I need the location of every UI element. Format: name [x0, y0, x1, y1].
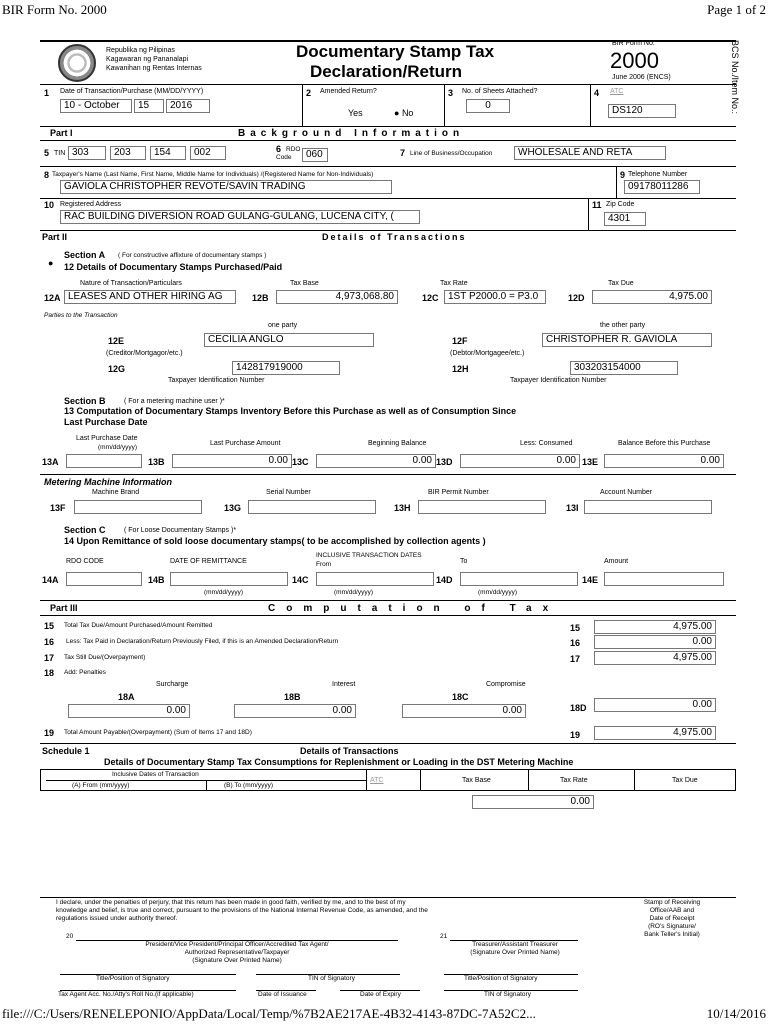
agency-name: Republika ng Pilipinas Kagawaran ng Pananalapi Kawanihan ng Rentas Internas: [106, 47, 202, 72]
metering-title: Metering Machine Information: [44, 477, 173, 487]
item9-number: 9: [620, 170, 626, 180]
col-from-header: From: [316, 561, 332, 568]
col-due-header: Tax Due: [608, 280, 634, 287]
label-13e: 13E: [582, 457, 599, 467]
rdo-code-label: Code: [276, 154, 292, 161]
sheets-attached-field[interactable]: 0: [466, 99, 510, 113]
divider: [206, 780, 207, 791]
divider: [590, 84, 591, 126]
machine-brand-field[interactable]: [74, 500, 202, 514]
item17-number-right: 17: [570, 654, 581, 664]
label-13c: 13C: [292, 457, 309, 467]
col-nature-header: Nature of Transaction/Particulars: [80, 280, 182, 287]
rule: [40, 615, 736, 616]
rdo-label: RDO: [286, 146, 301, 153]
last-purchase-date-field[interactable]: [66, 454, 142, 468]
divider: [588, 198, 589, 230]
telephone-field[interactable]: 09178011286: [624, 180, 700, 194]
col-amount-header: Amount: [604, 558, 629, 565]
item16-label: Less: Tax Paid in Declaration/Return Previously Filed, if this is an Amended Declaration/Return: [66, 638, 339, 645]
label-12d: 12D: [568, 293, 585, 303]
item18-label: Add: Penalties: [64, 669, 106, 676]
item2-label: Amended Return?: [320, 88, 377, 95]
part1-label: Part I: [50, 128, 73, 138]
tin-signatory-caption-left: TIN of Signatory: [308, 975, 355, 982]
section-a-note: ( For constructive affixture of documentary stamps ): [118, 252, 267, 259]
label-18b: 18B: [284, 692, 301, 702]
col-last-date-format: (mm/dd/yyyy): [98, 444, 137, 451]
other-party-label: the other party: [600, 322, 646, 329]
page-header-right: Page 1 of 2: [707, 2, 766, 17]
serial-number-field[interactable]: [248, 500, 376, 514]
schedule-subtitle: Details of Documentary Stamp Tax Consumptions for Replenishment or Loading in the DST Metering Machine: [104, 757, 574, 767]
divider: [366, 769, 367, 791]
consumed-field[interactable]: 0.00: [460, 454, 580, 468]
schedule-col-rate: Tax Rate: [560, 777, 588, 784]
taxpayer-name-label: Taxpayer's Name (Last Name, First Name, Middle Name for Individuals) /(Registered Name for Non-Individuals): [52, 171, 374, 178]
item11-number: 11: [592, 200, 602, 210]
divider: [420, 769, 421, 791]
item17-label: Tax Still Due/(Overpayment): [64, 654, 146, 661]
amended-yes-option[interactable]: Yes: [348, 108, 363, 118]
schedule-col-base: Tax Base: [462, 777, 491, 784]
part2-title: Details of Transactions: [322, 232, 467, 242]
schedule-col-to: (B) To (mm/yyyy): [224, 782, 273, 789]
other-party-name-field[interactable]: CHRISTOPHER R. GAVIOLA: [542, 333, 712, 347]
col-remit-header: DATE OF REMITTANCE: [170, 558, 247, 565]
interest-field[interactable]: 0.00: [234, 704, 356, 718]
label-12f: 12F: [452, 336, 468, 346]
label-13g: 13G: [224, 503, 242, 513]
item16-number-right: 16: [570, 638, 581, 648]
tin-signatory-caption-right: TIN of Signatory: [484, 991, 531, 998]
tin-caption-other: Taxpayer Identification Number: [510, 377, 607, 384]
title-position-caption-right: Title/Position of Signatory: [464, 975, 538, 982]
label-12b: 12B: [252, 293, 269, 303]
part2-label: Part II: [42, 232, 68, 242]
line-of-business-field[interactable]: WHOLESALE AND RETA: [514, 146, 666, 160]
schedule-col-atc: ATC: [370, 777, 384, 784]
col-to-header: To: [460, 558, 468, 565]
divider: [302, 84, 303, 126]
item3-number: 3: [448, 88, 454, 98]
creditor-label: (Creditor/Mortgagor/etc.): [106, 350, 183, 357]
item20-number: 20: [66, 933, 74, 940]
tax-base-field[interactable]: 4,973,068.80: [276, 290, 398, 304]
col-account-header: Account Number: [600, 489, 653, 496]
item19-label: Total Amount Payable/(Overpayment) (Sum of Items 17 and 18D): [64, 729, 252, 736]
rule: [40, 140, 736, 141]
compromise-field[interactable]: 0.00: [402, 704, 526, 718]
tin-part3-field[interactable]: 154: [150, 146, 186, 160]
transaction-year-field[interactable]: 2016: [166, 99, 210, 113]
label-12e: 12E: [108, 336, 125, 346]
label-12a: 12A: [44, 293, 61, 303]
col-serial-header: Serial Number: [266, 489, 311, 496]
tin-label: TIN: [54, 150, 66, 157]
remittance-date-field[interactable]: [170, 572, 288, 586]
last-purchase-amount-field[interactable]: 0.00: [172, 454, 292, 468]
to-date-format: (mm/dd/yyyy): [478, 589, 517, 596]
schedule-title: Details of Transactions: [300, 746, 399, 756]
schedule-total-field[interactable]: 0.00: [472, 795, 594, 809]
part1-title: Background Information: [238, 128, 465, 139]
tax-paid-previously-field[interactable]: 0.00: [594, 635, 716, 649]
tax-still-due-field[interactable]: 4,975.00: [594, 651, 716, 665]
tin-part1-field[interactable]: 303: [68, 146, 106, 160]
tax-rate-field[interactable]: 1ST P2000.0 = P3.0: [444, 290, 546, 304]
footer-file-path: file:///C:/Users/RENELEPONIO/AppData/Local/Temp/%7B2AE217AE-4B32-4143-87DC-7A52C2...: [2, 1006, 536, 1021]
declaration-text: I declare, under the penalties of perjury, that this return has been made in good faith, verified by me, and to the best of my knowledge and belief, is true and correct, pursuant to the provisions of the National Internal Revenue Code, as amended, and the regulations issued under authority thereof.: [56, 899, 428, 922]
divider: [616, 166, 617, 198]
section-c-subtitle: 14 Upon Remittance of sold loose documentary stamps( to be accomplished by collection agents ): [64, 536, 486, 546]
rule: [40, 230, 736, 231]
item8-number: 8: [44, 170, 50, 180]
nature-of-transaction-field[interactable]: LEASES AND OTHER HIRING AG: [64, 290, 236, 304]
item6-number: 6: [276, 144, 282, 154]
section-c-note: ( For Loose Documentary Stamps )*: [124, 527, 237, 534]
title-position-caption-left: Title/Position of Signatory: [96, 975, 170, 982]
col-base-header: Tax Base: [290, 280, 319, 287]
rule: [40, 198, 736, 199]
label-14b: 14B: [148, 575, 165, 585]
total-tax-due-field[interactable]: 4,975.00: [594, 620, 716, 634]
rule: [40, 126, 736, 127]
part3-title: Computation of Tax: [268, 603, 560, 614]
other-party-tin-field[interactable]: 303203154000: [570, 361, 678, 375]
col-balance-header: Balance Before this Purchase: [618, 440, 711, 447]
item16-number: 16: [44, 637, 55, 647]
rule: [40, 166, 736, 167]
footer-date: 10/14/2016: [706, 1006, 766, 1021]
rule: [40, 84, 736, 85]
compromise-label: Compromise: [486, 681, 526, 688]
receiving-stamp-label: Stamp of Receiving Office/AAB and Date of Receipt (RO's Signature/ Bank Teller's Initial): [643, 899, 701, 938]
label-13h: 13H: [394, 503, 411, 513]
col-last-date-header: Last Purchase Date: [76, 435, 138, 442]
item10-number: 10: [44, 200, 55, 210]
remit-date-format: (mm/dd/yyyy): [204, 589, 243, 596]
item15-label: Total Tax Due/Amount Purchased/Amount Remitted: [64, 622, 213, 629]
section-b-subtitle1: 13 Computation of Documentary Stamps Inventory Before this Purchase as well as of Consumption Since: [64, 406, 517, 416]
tin-part2-field[interactable]: 203: [110, 146, 146, 160]
divider: [444, 84, 445, 126]
signature-20-caption: President/Vice President/Principal Officer/Accredited Tax Agent/ Authorized Representative/Taxpayer (Signature Over Printed Name): [145, 941, 329, 964]
label-14c: 14C: [292, 575, 309, 585]
registered-address-field[interactable]: RAC BUILDING DIVERSION ROAD GULANG-GULANG, LUCENA CITY, (: [60, 210, 420, 224]
form-title: Documentary Stamp Tax Declaration/Return: [296, 42, 495, 81]
item15-number-right: 15: [570, 623, 581, 633]
item17-number: 17: [44, 653, 55, 663]
col-rate-header: Tax Rate: [440, 280, 468, 287]
business-label: Line of Business/Occupation: [410, 150, 493, 157]
rule: [40, 897, 736, 898]
taxpayer-name-field[interactable]: GAVIOLA CHRISTOPHER REVOTE/SAVIN TRADING: [60, 180, 392, 194]
section-b-subtitle2: Last Purchase Date: [64, 417, 148, 427]
from-date-field[interactable]: [316, 572, 434, 586]
amended-no-option[interactable]: ● No: [394, 108, 414, 118]
total-penalties-field[interactable]: 0.00: [594, 698, 716, 712]
form-edition: June 2006 (ENCS): [612, 74, 671, 81]
section-b-title: Section B: [64, 396, 106, 406]
schedule-col-inclusive: Inclusive Dates of Transaction: [112, 771, 199, 778]
item19-number: 19: [44, 728, 55, 738]
bir-seal-icon: [58, 44, 96, 82]
section-a-title: Section A: [64, 250, 106, 260]
remit-amount-field[interactable]: [604, 572, 724, 586]
one-party-tin-field[interactable]: 142817919000: [232, 361, 340, 375]
page-header-left: BIR Form No. 2000: [2, 2, 107, 17]
label-18c: 18C: [452, 692, 469, 702]
schedule-label: Schedule 1: [42, 746, 90, 756]
label-14a: 14A: [42, 575, 59, 585]
label-13a: 13A: [42, 457, 59, 467]
account-number-field[interactable]: [584, 500, 712, 514]
item5-number: 5: [44, 148, 50, 158]
form-number: 2000: [610, 48, 659, 73]
surcharge-label: Surcharge: [156, 681, 189, 688]
col-permit-header: BIR Permit Number: [428, 489, 489, 496]
rule: [40, 600, 736, 601]
label-13d: 13D: [436, 457, 453, 467]
beginning-balance-field[interactable]: 0.00: [316, 454, 436, 468]
item15-number: 15: [44, 621, 55, 631]
zip-code-field[interactable]: 4301: [604, 212, 646, 226]
part3-label: Part III: [50, 603, 78, 613]
item7-number: 7: [400, 148, 406, 158]
balance-before-field[interactable]: 0.00: [604, 454, 724, 468]
item21-number: 21: [440, 933, 448, 940]
bir-permit-field[interactable]: [418, 500, 546, 514]
col-brand-header: Machine Brand: [92, 489, 140, 496]
section-c-title: Section C: [64, 525, 106, 535]
label-12c: 12C: [422, 293, 439, 303]
col-beginning-header: Beginning Balance: [368, 440, 427, 447]
one-party-label: one party: [268, 322, 298, 329]
col-rdo-header: RDO CODE: [66, 558, 104, 565]
label-13i: 13I: [566, 503, 579, 513]
atc-label: ATC: [610, 88, 624, 95]
signature-21-caption: Treasurer/Assistant Treasurer (Signature Over Printed Name): [470, 941, 560, 956]
label-12g: 12G: [108, 364, 126, 374]
address-label: Registered Address: [60, 201, 122, 208]
rdo-code-field[interactable]: 060: [302, 148, 328, 162]
rdo-code-remit-field[interactable]: [66, 572, 142, 586]
from-date-format: (mm/dd/yyyy): [334, 589, 373, 596]
item1-number: 1: [44, 88, 50, 98]
interest-label: Interest: [332, 681, 356, 688]
section-a-subtitle: 12 Details of Documentary Stamps Purchased/Paid: [64, 262, 283, 272]
debtor-label: (Debtor/Mortgagee/etc.): [450, 350, 525, 357]
form-no-label: BIR Form No.: [612, 40, 655, 47]
item2-number: 2: [306, 88, 312, 98]
divider: [528, 769, 529, 791]
radio-selected-icon: ●: [394, 108, 402, 118]
item3-label: No. of Sheets Attached?: [462, 88, 538, 95]
surcharge-field[interactable]: 0.00: [68, 704, 190, 718]
label-14e: 14E: [582, 575, 599, 585]
to-date-field[interactable]: [460, 572, 578, 586]
total-payable-field[interactable]: 4,975.00: [594, 726, 716, 740]
label-18d: 18D: [570, 703, 587, 713]
divider: [634, 769, 635, 791]
atc-field[interactable]: DS120: [608, 104, 676, 118]
rule: [40, 743, 736, 744]
col-last-amount-header: Last Purchase Amount: [210, 440, 281, 447]
one-party-name-field[interactable]: CECILIA ANGLO: [204, 333, 374, 347]
rule: [40, 474, 736, 475]
label-14d: 14D: [436, 575, 453, 585]
col-inclusive-header: INCLUSIVE TRANSACTION DATES: [316, 552, 422, 559]
item1-label: Date of Transaction/Purchase (MM/DD/YYYY): [60, 88, 204, 95]
telephone-label: Telephone Number: [628, 171, 688, 178]
item18-number: 18: [44, 668, 55, 678]
bcs-no-label: BCS No./Item No.:: [730, 40, 740, 115]
transaction-month-field[interactable]: 10 - October: [60, 99, 132, 113]
transaction-day-field[interactable]: 15: [134, 99, 164, 113]
label-13f: 13F: [50, 503, 66, 513]
schedule-col-from: (A) From (mm/yyyy): [72, 782, 130, 789]
label-18a: 18A: [118, 692, 135, 702]
schedule-col-due: Tax Due: [672, 777, 698, 784]
zip-code-label: Zip Code: [606, 201, 635, 208]
item19-number-right: 19: [570, 730, 581, 740]
tin-part4-field[interactable]: 002: [190, 146, 226, 160]
item4-number: 4: [594, 88, 600, 98]
agent-acc-caption: Tax Agent Acc. No./Atty's Roll No.(if applicable): [58, 991, 194, 998]
date-expiry-caption: Date of Expiry: [360, 991, 401, 998]
label-12h: 12H: [452, 364, 469, 374]
parties-label: Parties to the Transaction: [44, 312, 118, 319]
col-consumed-header: Less: Consumed: [520, 440, 573, 447]
date-issuance-caption: Date of Issuance: [258, 991, 307, 998]
section-b-note: ( For a metering machine user )*: [124, 398, 225, 405]
radio-bullet-icon[interactable]: ●: [48, 258, 54, 268]
tax-due-field[interactable]: 4,975.00: [592, 290, 712, 304]
tin-caption-one: Taxpayer Identification Number: [168, 377, 265, 384]
label-13b: 13B: [148, 457, 165, 467]
